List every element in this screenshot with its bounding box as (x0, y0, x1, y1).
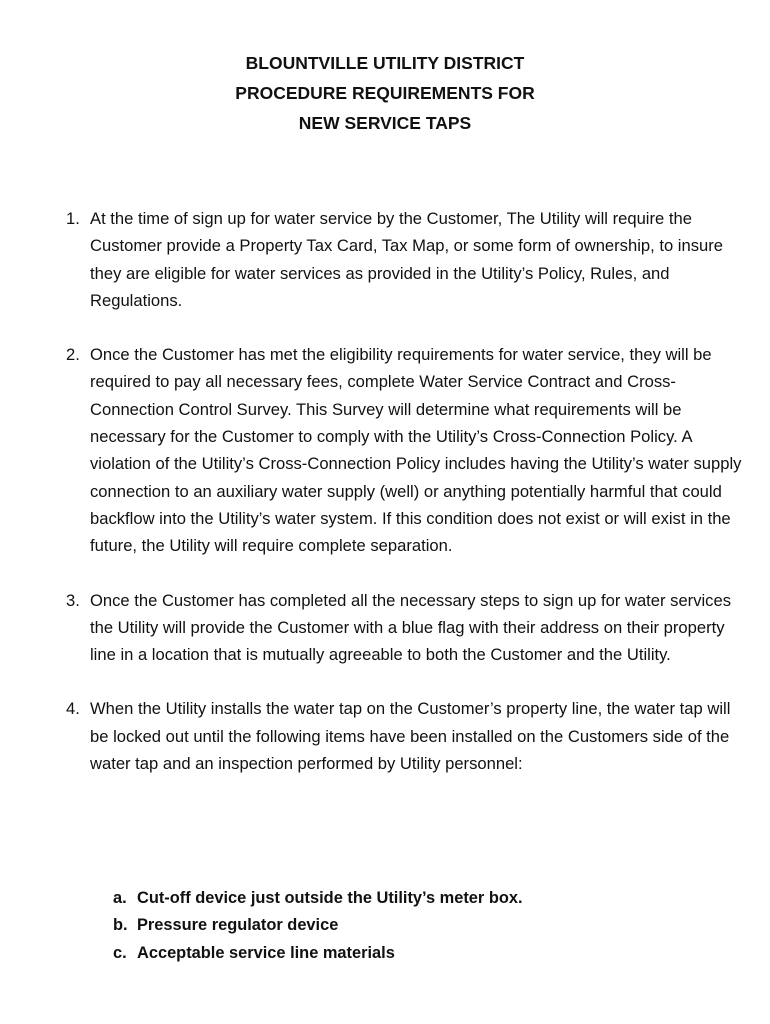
sublist-item (113, 885, 733, 912)
document-title (0, 48, 770, 138)
sublist-text: Cut-off device just outside the Utility’s meter box. (137, 889, 523, 907)
title-line-2: PROCEDURE REQUIREMENTS FOR (235, 83, 535, 103)
required-items-sublist (113, 885, 733, 967)
item-text: Once the Customer has completed all the necessary steps to sign up for water services the Utility will provide the Customer with a blue flag with their address on their property line in a location that is mutually agreeable to both the Customer and the Utility. (90, 590, 732, 665)
item-number: 4. (66, 699, 80, 719)
title-line-3: NEW SERVICE TAPS (298, 113, 472, 133)
sublist-letter: c. (113, 943, 127, 962)
sublist-letter: a. (113, 889, 127, 907)
title-line-1: BLOUNTVILLE UTILITY DISTRICT (245, 53, 525, 73)
sublist-text: Pressure regulator device (137, 916, 339, 935)
list-item (66, 341, 746, 559)
item-text: At the time of sign up for water service by the Customer, The Utility will require the Customer provide a Property Tax Card, Tax Map, or some form of ownership, to insure they are eligible for water services as provided in the Utility’s Policy, Rules, and Regulations. (90, 209, 723, 310)
list-item (66, 695, 746, 777)
item-text: When the Utility installs the water tap on the Customer’s property line, the water tap will be locked out until the following items have been installed on the Customers side of the water tap and an inspection performed by Utility personnel: (90, 699, 731, 774)
sublist-text: Acceptable service line materials (137, 943, 395, 962)
requirements-list (66, 205, 746, 804)
item-text: Once the Customer has met the eligibility requirements for water service, they will be required to pay all necessary fees, complete Water Service Contract and Cross-Connection Control Survey. This Survey will determine what requirements will be necessary for the Customer to comply with the Utility’s Cross-Connection Policy. A violation of the Utility’s Cross-Connection Policy includes having the Utility’s water supply connection to an auxiliary water supply (well) or anything potentially harmful that could backflow into the Utility’s water system. If this condition does not exist or will exist in the future, the Utility will require complete separation. (90, 345, 742, 556)
sublist-item (113, 940, 733, 967)
item-number: 1. (66, 209, 80, 228)
sublist-item (113, 912, 733, 939)
item-number: 2. (66, 345, 80, 365)
list-item (66, 205, 746, 314)
item-number: 3. (66, 590, 80, 610)
list-item (66, 587, 746, 669)
sublist-letter: b. (113, 916, 128, 935)
